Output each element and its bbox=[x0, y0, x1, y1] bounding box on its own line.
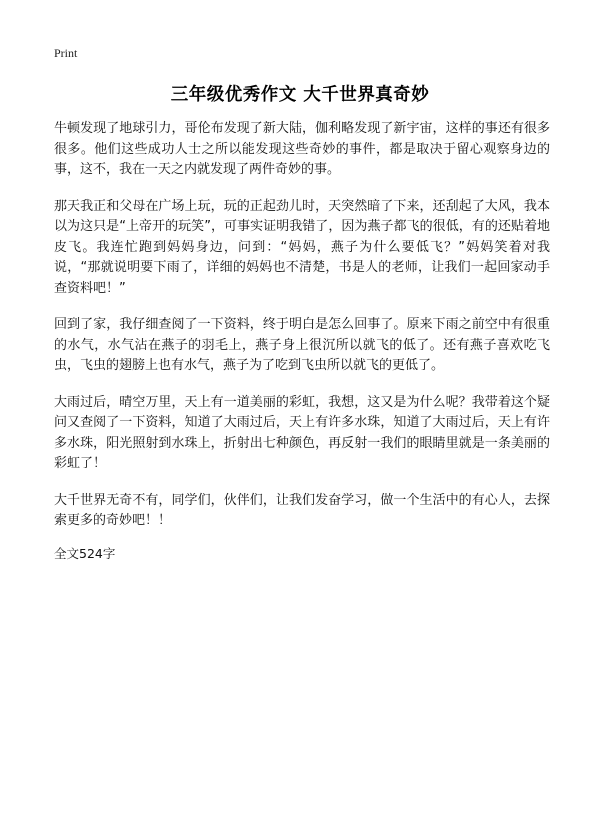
article-paragraph: 大千世界无奇不有，同学们，伙伴们，让我们发奋学习，做一个生活中的有心人，去探索更多的奇妙吧！！ bbox=[54, 492, 550, 528]
article-paragraph: 大雨过后，晴空万里，天上有一道美丽的彩虹，我想，这又是为什么呢？我带着这个疑问又查阅了一下资料，知道了大雨过后，天上有许多水珠，知道了大雨过后，天上有许多水珠，阳光照射到水珠上，折射出七种颜色，再反射一我们的眼睛里就是一条美丽的彩虹了！ bbox=[54, 394, 550, 471]
article-paragraph: 牛顿发现了地球引力，哥伦布发现了新大陆，伽利略发现了新宇宙，这样的事还有很多很多。他们这些成功人士之所以能发现这些奇妙的事件，都是取决于留心观察身边的事，这不，我在一天之内就发现了两件奇妙的事。 bbox=[54, 121, 550, 177]
print-link[interactable]: Print bbox=[54, 46, 78, 60]
article-body bbox=[54, 119, 550, 563]
word-count: 全文524字 bbox=[54, 545, 116, 561]
article-paragraph: 那天我正和父母在广场上玩，玩的正起劲儿时，天突然暗了下来，还刮起了大风，我本以为这只是“上帝开的玩笑”，可事实证明我错了，因为燕子都飞的很低，有的还贴着地皮飞。我连忙跑到妈妈身边，问到：“妈妈，燕子为什么要低飞？”妈妈笑着对我说，“那就说明要下雨了，详细的妈妈也不清楚，书是人的老师，让我们一起回家动手查资料吧！” bbox=[54, 198, 550, 296]
article-paragraph: 回到了家，我仔细查阅了一下资料，终于明白是怎么回事了。原来下雨之前空中有很重的水气，水气沾在燕子的羽毛上，燕子身上很沉所以就飞的低了。还有燕子喜欢吃飞虫，飞虫的翅膀上也有水气，燕子为了吃到飞虫所以就飞的更低了。 bbox=[54, 317, 550, 373]
article-title: 三年级优秀作文 大千世界真奇妙 bbox=[170, 85, 430, 105]
